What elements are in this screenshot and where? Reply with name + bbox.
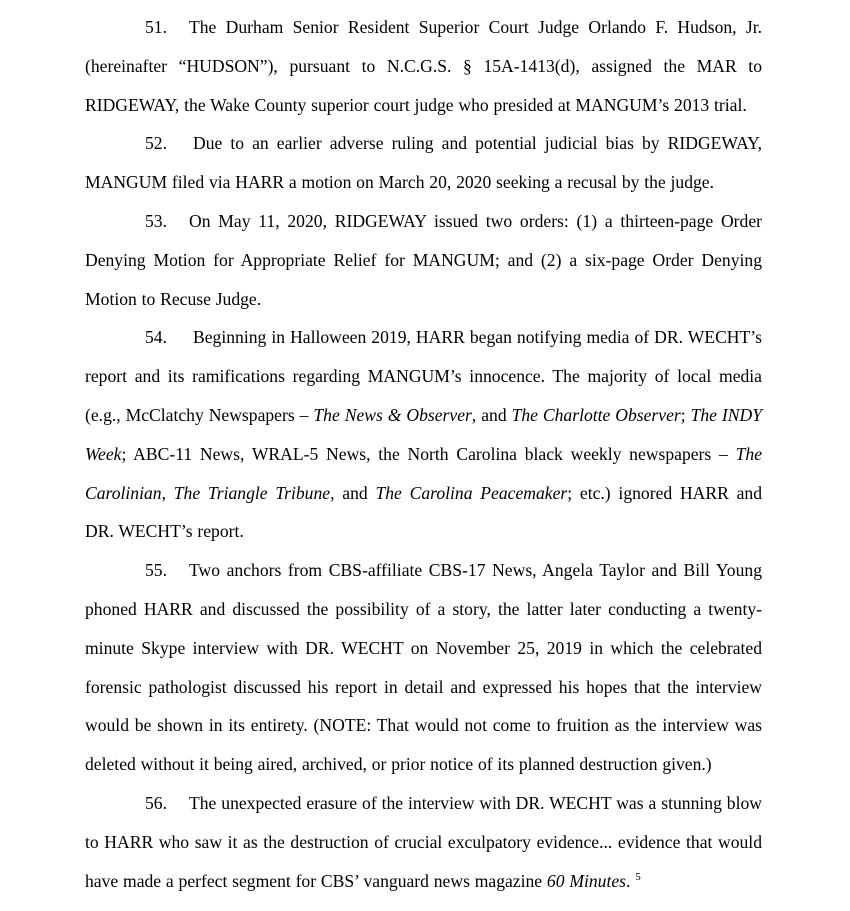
numbered-paragraph [85, 124, 762, 202]
italic-title: The News & Observer [313, 404, 472, 425]
paragraph-text: ; etc.) ignored HARR and DR. WECHT’s report. [85, 482, 763, 542]
paragraph-text: ; ABC-11 News, WRAL-5 News, the North Carolina black weekly newspapers – [121, 443, 736, 464]
document-body [85, 8, 762, 900]
paragraph-number: 51. [145, 17, 167, 37]
numbered-paragraph [85, 551, 762, 784]
footnote-marker: 5 [635, 870, 641, 883]
paragraph-number: 54. [145, 327, 167, 348]
paragraph-text: , and [471, 404, 512, 425]
paragraph-number: 53. [145, 210, 167, 231]
paragraph-number: 56. [145, 792, 167, 813]
paragraph-text: , and [330, 482, 376, 503]
italic-title: The Triangle Tribune [173, 482, 331, 503]
italic-title: The INDY Week [85, 404, 762, 464]
paragraph-text: Due to an earlier adverse ruling and potential judicial bias by RIDGEWAY, MANGUM filed via HARR a motion on March 20, 2020 seeking a recusal by the judge. [85, 133, 762, 193]
paragraph-text: The Durham Senior Resident Superior Court Judge Orlando F. Hudson, Jr. (hereinafter “HUDSON”), pursuant to N.C.G.S. § 15A-1413(d), assigned the MAR to RIDGEWAY, the Wake County superior court judge who presided at MANGUM’s 2013 trial. [85, 17, 762, 115]
italic-title: The Carolinian [85, 443, 762, 503]
paragraph-text: . [626, 870, 636, 891]
italic-title: The Carolina Peacemaker [375, 482, 568, 503]
italic-title: The Charlotte Observer [511, 404, 681, 425]
numbered-paragraph [85, 784, 762, 900]
paragraph-text: Beginning in Halloween 2019, HARR began notifying media of DR. WECHT’s report and its ramifications regarding MANGUM’s innocence. The majority of local media (e.g., McClatchy Newspapers – [85, 327, 762, 425]
paragraph-number: 52. [145, 133, 167, 154]
numbered-paragraph [85, 318, 762, 551]
paragraph-number: 55. [145, 560, 167, 581]
paragraph-text: The unexpected erasure of the interview with DR. WECHT was a stunning blow to HARR who saw it as the destruction of crucial exculpatory evidence... evidence that would have made a perfect segment for CBS’ vanguard news magazine [85, 792, 762, 891]
paragraph-text: On May 11, 2020, RIDGEWAY issued two orders: (1) a thirteen-page Order Denying Motion for Appropriate Relief for MANGUM; and (2) a six-page Order Denying Motion to Recuse Judge. [85, 210, 762, 309]
numbered-paragraph [85, 8, 762, 124]
paragraph-text: , [161, 482, 174, 503]
paragraph-text: Two anchors from CBS-affiliate CBS-17 News, Angela Taylor and Bill Young phoned HARR and discussed the possibility of a story, the latter later conducting a twenty-minute Skype interview with DR. WECHT on November 25, 2019 in which the celebrated forensic pathologist discussed his report in detail and expressed his hopes that the interview would be shown in its entirety. (NOTE: That would not come to fruition as the interview was deleted without it being aired, archived, or prior notice of its planned destruction given.) [85, 560, 762, 775]
numbered-paragraph [85, 202, 762, 318]
italic-title: 60 Minutes [546, 870, 626, 891]
paragraph-text: ; [680, 404, 691, 425]
